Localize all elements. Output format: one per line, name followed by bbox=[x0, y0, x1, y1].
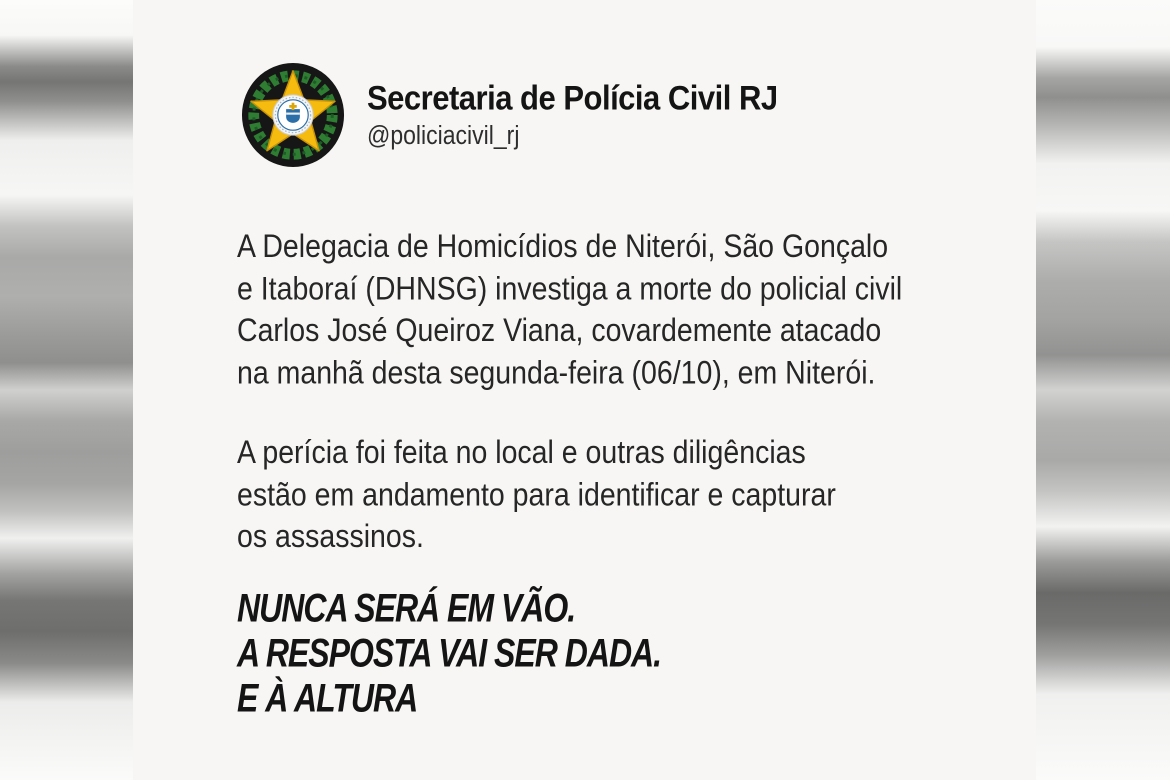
text-line: e Itaboraí (DHNSG) investiga a morte do policial civil bbox=[237, 270, 903, 308]
blurred-letterbox-left bbox=[0, 0, 133, 780]
statement-paragraph-2 bbox=[237, 432, 836, 558]
author-name: Secretaria de Polícia Civil RJ bbox=[367, 78, 778, 118]
text-line: A perícia foi feita no local e outras diligências bbox=[237, 434, 806, 472]
author-handle: @policiacivil_rj bbox=[367, 120, 520, 150]
statement-paragraph-1 bbox=[237, 226, 902, 394]
text-line: na manhã desta segunda-feira (06/10), em Niterói. bbox=[237, 354, 876, 392]
post-header bbox=[240, 62, 778, 168]
blurred-letterbox-right bbox=[1036, 0, 1170, 780]
slogan-line: E À ALTURA bbox=[237, 675, 418, 720]
policia-civil-rj-badge-icon bbox=[240, 62, 346, 168]
text-line: Carlos José Queiroz Viana, covardemente atacado bbox=[237, 312, 882, 350]
text-line: A Delegacia de Homicídios de Niterói, São Gonçalo bbox=[237, 228, 889, 266]
text-line: os assassinos. bbox=[237, 518, 424, 556]
author-identity bbox=[367, 78, 778, 152]
slogan-line: A RESPOSTA VAI SER DADA. bbox=[237, 630, 662, 675]
slogan bbox=[237, 585, 661, 720]
text-line: estão em andamento para identificar e capturar bbox=[237, 476, 836, 514]
slogan-line: NUNCA SERÁ EM VÃO. bbox=[237, 585, 576, 630]
